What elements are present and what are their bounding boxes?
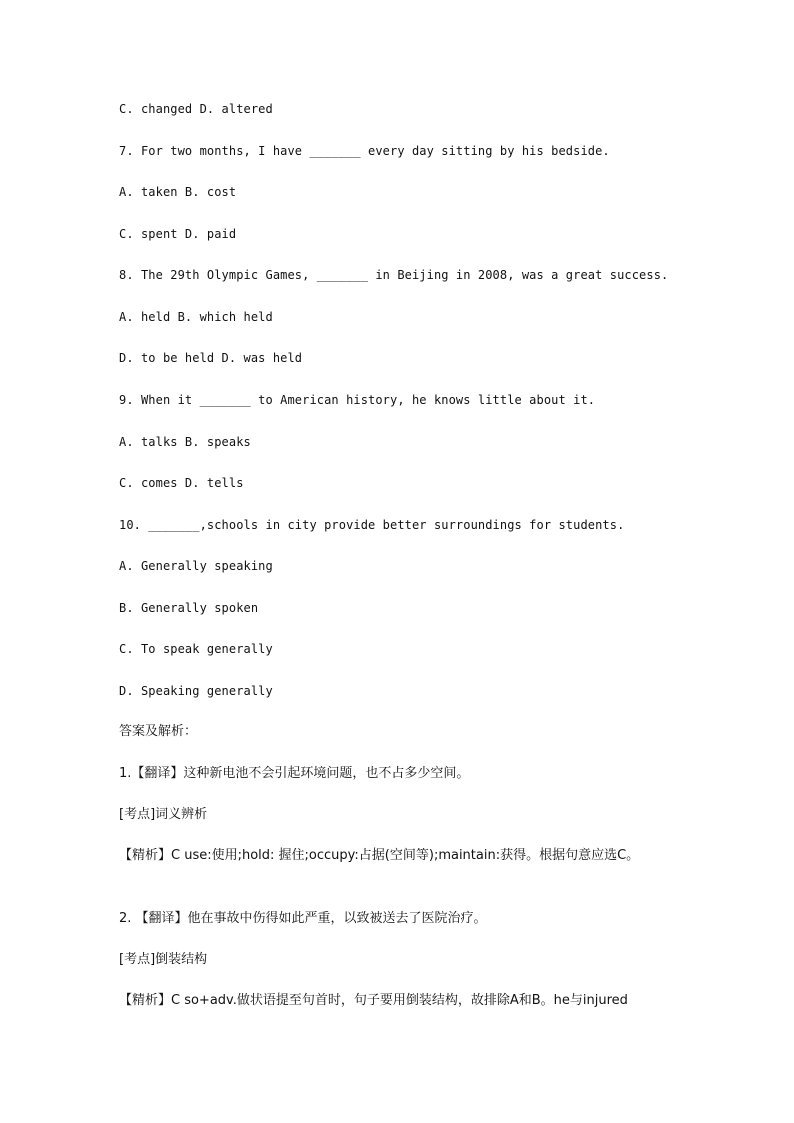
- question-8: 8. The 29th Olympic Games, _______ in Beijing in 2008, was a great success.: [119, 268, 669, 282]
- answer-topic-2: [考点]倒装结构: [119, 952, 208, 967]
- answer-translation-2: 2. 【翻译】他在事故中伤得如此严重，以致被送去了医院治疗。: [119, 911, 487, 926]
- answers-heading: 答案及解析：: [119, 724, 198, 739]
- option-line: C. To speak generally: [119, 642, 273, 656]
- question-9: 9. When it _______ to American history, he knows little about it.: [119, 393, 596, 407]
- option-line: C. changed D. altered: [119, 102, 273, 116]
- option-line: A. taken B. cost: [119, 185, 237, 199]
- option-line: A. held B. which held: [119, 310, 273, 324]
- option-line: C. spent D. paid: [119, 227, 237, 241]
- question-10: 10. _______,schools in city provide better surroundings for students.: [119, 518, 625, 532]
- answer-topic-1: [考点]词义辨析: [119, 807, 208, 822]
- answer-analysis-2: 【精析】C so+adv.做状语提至句首时，句子要用倒装结构，故排除A和B。he与injured: [119, 993, 628, 1008]
- option-line: A. talks B. speaks: [119, 435, 251, 449]
- option-line: D. to be held D. was held: [119, 351, 303, 365]
- option-line: B. Generally spoken: [119, 601, 259, 615]
- option-line: D. Speaking generally: [119, 684, 273, 698]
- option-line: A. Generally speaking: [119, 559, 273, 573]
- question-7: 7. For two months, I have _______ every day sitting by his bedside.: [119, 144, 610, 158]
- option-line: C. comes D. tells: [119, 476, 244, 490]
- answer-translation-1: 1.【翻译】这种新电池不会引起环境问题，也不占多少空间。: [119, 766, 470, 781]
- answer-analysis-1: 【精析】C use:使用;hold: 握住;occupy:占据(空间等);maintain:获得。根据句意应选C。: [119, 848, 640, 863]
